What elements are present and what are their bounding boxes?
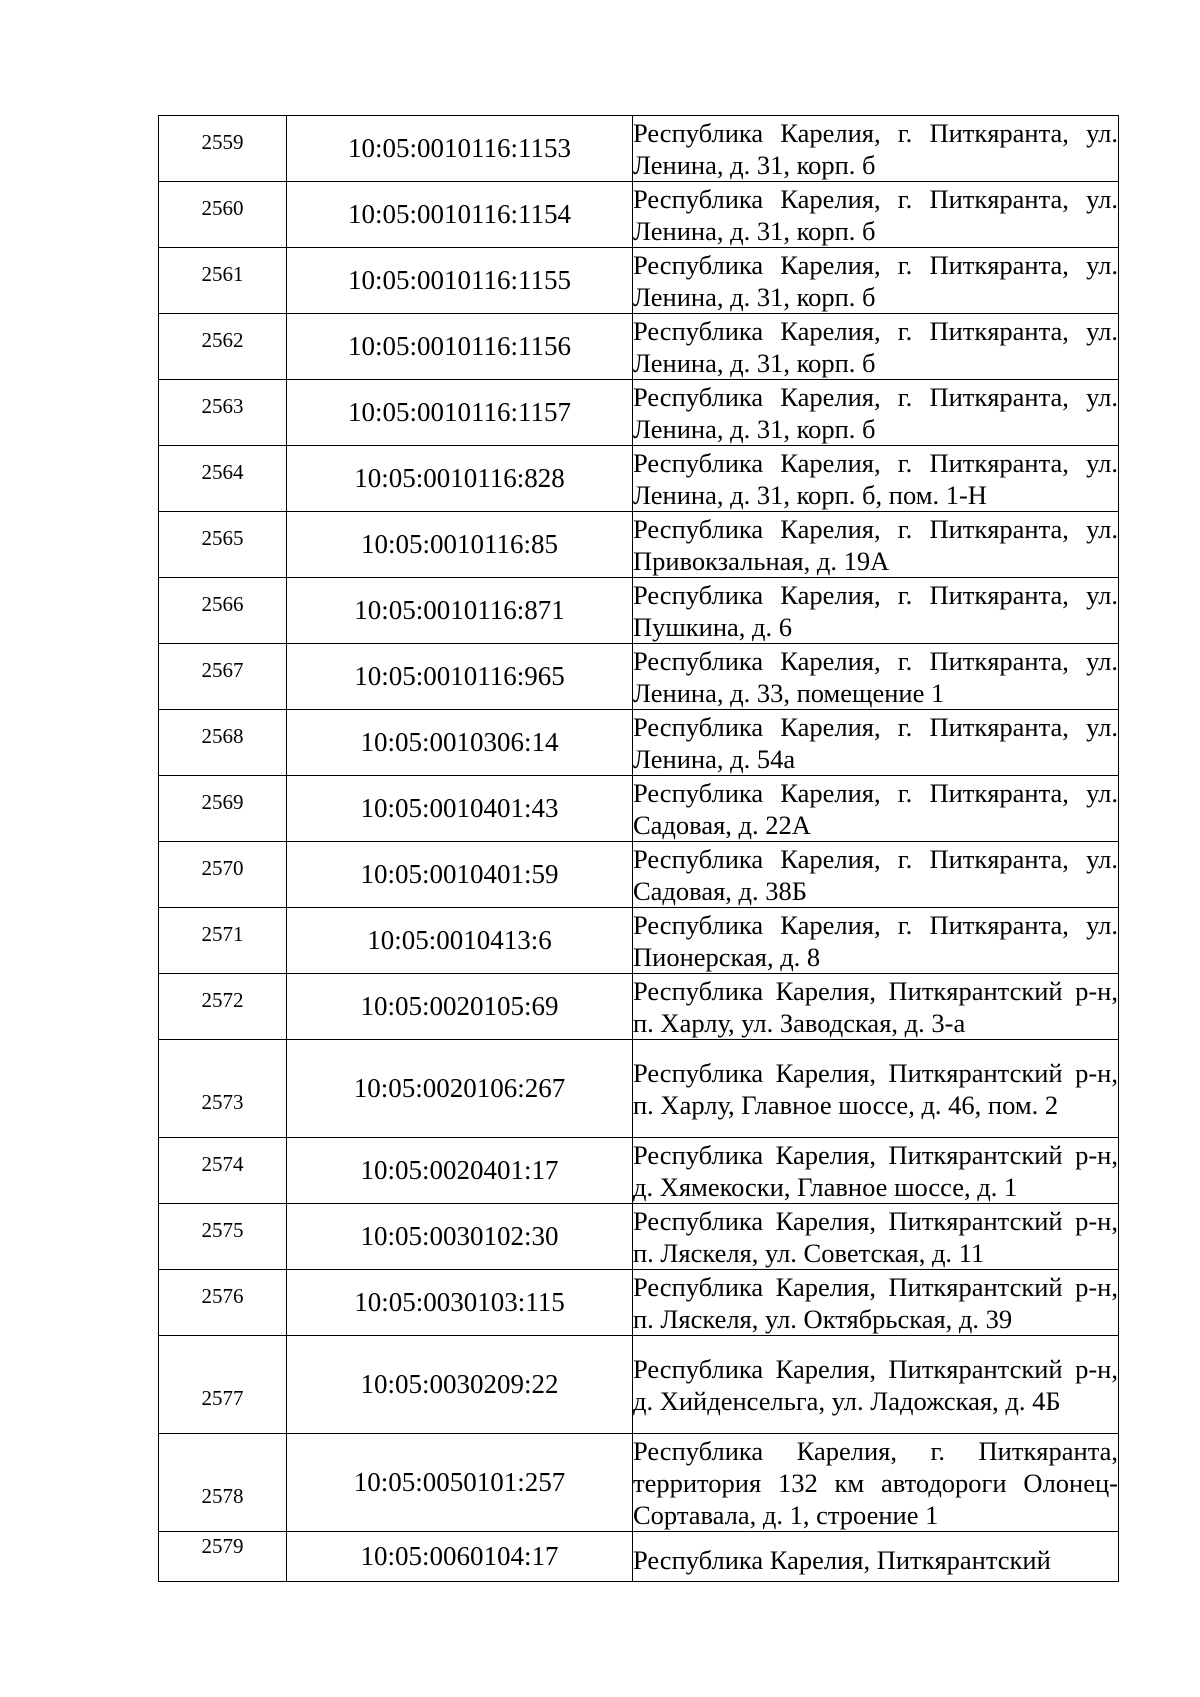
cadastral-number-cell: 10:05:0010413:6 <box>287 908 633 974</box>
address-cell: Республика Карелия, г. Питкяранта, ул. Ленина, д. 31, корп. б <box>633 183 1118 246</box>
table-row <box>159 1270 1119 1336</box>
address-cell: Республика Карелия, г. Питкяранта, ул. Пушкина, д. 6 <box>633 579 1118 642</box>
row-number-cell: 2571 <box>159 908 287 974</box>
cadastral-number-cell: 10:05:0030102:30 <box>287 1204 633 1270</box>
cadastral-number-cell: 10:05:0020106:267 <box>287 1040 633 1138</box>
address-cell: Республика Карелия, Питкярантский р-н, п. Харлу, ул. Заводская, д. 3-а <box>633 975 1118 1038</box>
row-number-cell: 2573 <box>159 1040 287 1138</box>
table-row <box>159 1336 1119 1434</box>
property-registry-table <box>158 115 1119 1582</box>
address-cell: Республика Карелия, г. Питкяранта, ул. Ленина, д. 31, корп. б, пом. 1-Н <box>633 447 1118 510</box>
row-number-cell: 2563 <box>159 380 287 446</box>
row-number-cell: 2574 <box>159 1138 287 1204</box>
address-cell: Республика Карелия, г. Питкяранта, ул. Привокзальная, д. 19А <box>633 513 1118 576</box>
cadastral-number-cell: 10:05:0010116:1155 <box>287 248 633 314</box>
address-cell: Республика Карелия, Питкярантский р-н, п. Ляскеля, ул. Советская, д. 11 <box>633 1205 1118 1268</box>
table-row <box>159 1204 1119 1270</box>
cadastral-number-cell: 10:05:0050101:257 <box>287 1434 633 1532</box>
row-number-cell: 2570 <box>159 842 287 908</box>
address-cell: Республика Карелия, г. Питкяранта, ул. Ленина, д. 31, корп. б <box>633 117 1118 180</box>
row-number-cell: 2576 <box>159 1270 287 1336</box>
row-number-cell: 2568 <box>159 710 287 776</box>
row-number-cell: 2562 <box>159 314 287 380</box>
table-row <box>159 446 1119 512</box>
row-number-cell: 2559 <box>159 116 287 182</box>
address-cell: Республика Карелия, г. Питкяранта, территория 132 км автодороги Олонец-Сортавала, д. 1, строение 1 <box>633 1435 1118 1530</box>
cadastral-number-cell: 10:05:0010116:85 <box>287 512 633 578</box>
row-number-cell: 2578 <box>159 1434 287 1532</box>
table-row <box>159 380 1119 446</box>
address-cell: Республика Карелия, г. Питкяранта, ул. Пионерская, д. 8 <box>633 909 1118 972</box>
table-row <box>159 248 1119 314</box>
table-row <box>159 776 1119 842</box>
cadastral-number-cell: 10:05:0020105:69 <box>287 974 633 1040</box>
table-row <box>159 1434 1119 1532</box>
cadastral-number-cell: 10:05:0030103:115 <box>287 1270 633 1336</box>
cadastral-number-cell: 10:05:0010116:1157 <box>287 380 633 446</box>
table-row <box>159 1532 1119 1582</box>
table-row <box>159 182 1119 248</box>
row-number-cell: 2564 <box>159 446 287 512</box>
cadastral-number-cell: 10:05:0010116:828 <box>287 446 633 512</box>
address-cell: Республика Карелия, г. Питкяранта, ул. Садовая, д. 38Б <box>633 843 1118 906</box>
cadastral-number-cell: 10:05:0060104:17 <box>287 1532 633 1582</box>
table-row <box>159 974 1119 1040</box>
cadastral-number-cell: 10:05:0010306:14 <box>287 710 633 776</box>
table-row <box>159 644 1119 710</box>
address-cell: Республика Карелия, г. Питкяранта, ул. Ленина, д. 31, корп. б <box>633 249 1118 312</box>
table-row <box>159 908 1119 974</box>
cadastral-number-cell: 10:05:0020401:17 <box>287 1138 633 1204</box>
address-cell: Республика Карелия, г. Питкяранта, ул. Ленина, д. 54а <box>633 711 1118 774</box>
table-row <box>159 512 1119 578</box>
row-number-cell: 2567 <box>159 644 287 710</box>
row-number-cell: 2579 <box>159 1532 287 1582</box>
table-row <box>159 314 1119 380</box>
address-cell: Республика Карелия, Питкярантский р-н, п. Харлу, Главное шоссе, д. 46, пом. 2 <box>633 1040 1119 1138</box>
row-number-cell: 2575 <box>159 1204 287 1270</box>
row-number-cell: 2560 <box>159 182 287 248</box>
row-number-cell: 2569 <box>159 776 287 842</box>
cadastral-number-cell: 10:05:0010401:43 <box>287 776 633 842</box>
table-row <box>159 1040 1119 1138</box>
address-cell: Республика Карелия, Питкярантский р-н, д. Хийденсельга, ул. Ладожская, д. 4Б <box>633 1336 1119 1434</box>
address-cell: Республика Карелия, Питкярантский р-н, д. Хямекоски, Главное шоссе, д. 1 <box>633 1139 1118 1202</box>
address-cell: Республика Карелия, г. Питкяранта, ул. Садовая, д. 22А <box>633 777 1118 840</box>
table-row <box>159 1138 1119 1204</box>
address-cell: Республика Карелия, г. Питкяранта, ул. Ленина, д. 31, корп. б <box>633 381 1118 444</box>
row-number-cell: 2572 <box>159 974 287 1040</box>
table-row <box>159 842 1119 908</box>
address-cell: Республика Карелия, Питкярантский р-н, п. Ляскеля, ул. Октябрьская, д. 39 <box>633 1271 1118 1334</box>
address-cell: Республика Карелия, г. Питкяранта, ул. Ленина, д. 31, корп. б <box>633 315 1118 378</box>
cadastral-number-cell: 10:05:0010116:1154 <box>287 182 633 248</box>
row-number-cell: 2565 <box>159 512 287 578</box>
table-row <box>159 116 1119 182</box>
cadastral-number-cell: 10:05:0010401:59 <box>287 842 633 908</box>
cadastral-number-cell: 10:05:0010116:965 <box>287 644 633 710</box>
cadastral-number-cell: 10:05:0010116:1153 <box>287 116 633 182</box>
table-row <box>159 578 1119 644</box>
cadastral-number-cell: 10:05:0010116:871 <box>287 578 633 644</box>
row-number-cell: 2566 <box>159 578 287 644</box>
address-cell: Республика Карелия, г. Питкяранта, ул. Ленина, д. 33, помещение 1 <box>633 645 1118 708</box>
row-number-cell: 2577 <box>159 1336 287 1434</box>
table-row <box>159 710 1119 776</box>
cadastral-number-cell: 10:05:0010116:1156 <box>287 314 633 380</box>
row-number-cell: 2561 <box>159 248 287 314</box>
address-cell: Республика Карелия, Питкярантский <box>633 1532 1119 1582</box>
cadastral-number-cell: 10:05:0030209:22 <box>287 1336 633 1434</box>
